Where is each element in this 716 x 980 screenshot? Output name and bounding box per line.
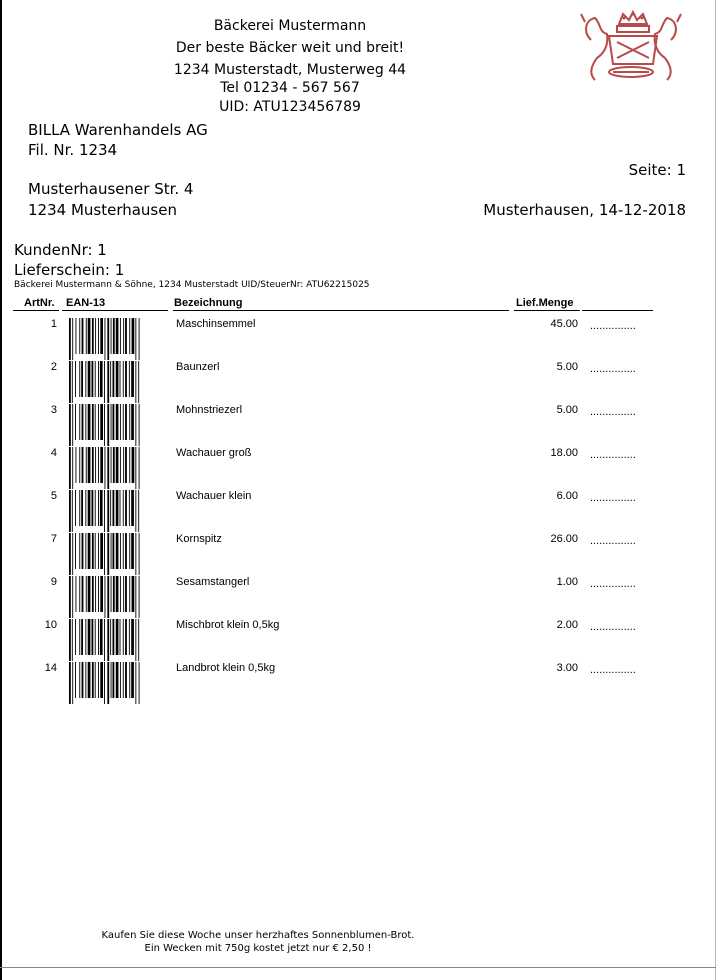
ean13-barcode-icon (66, 361, 159, 403)
row-signature-dots: ............... (590, 449, 636, 461)
row-menge: 3.00 (556, 662, 578, 674)
row-artnr: 3 (50, 404, 57, 416)
row-artnr: 1 (50, 318, 57, 330)
table-row (0, 533, 716, 576)
row-menge: 6.00 (556, 490, 578, 502)
ean13-barcode-icon (66, 533, 159, 575)
row-bezeichnung: Baunzerl (176, 361, 220, 373)
table-row (0, 447, 716, 490)
recipient-street: Musterhausener Str. 4 (28, 180, 194, 198)
row-signature-dots: ............... (590, 621, 636, 633)
row-bezeichnung: Maschinsemmel (176, 318, 256, 330)
place-date: Musterhausen, 14-12-2018 (483, 201, 686, 219)
row-signature-dots: ............... (590, 535, 636, 547)
row-menge: 45.00 (550, 318, 578, 330)
row-signature-dots: ............... (590, 664, 636, 676)
row-artnr: 4 (50, 447, 57, 459)
col-underline (173, 310, 509, 311)
delivery-note-number: Lieferschein: 1 (14, 261, 125, 279)
company-uid: UID: ATU123456789 (219, 99, 361, 115)
page-bottom-border (0, 967, 716, 968)
ean13-barcode-icon (66, 447, 159, 489)
row-signature-dots: ............... (590, 578, 636, 590)
col-underline (514, 310, 580, 311)
row-menge: 5.00 (556, 361, 578, 373)
company-name: Bäckerei Mustermann (213, 18, 367, 34)
table-row (0, 662, 716, 705)
customer-number: KundenNr: 1 (14, 241, 107, 259)
row-menge: 5.00 (556, 404, 578, 416)
recipient-name: BILLA Warenhandels AG (28, 121, 208, 139)
row-menge: 18.00 (550, 447, 578, 459)
table-row (0, 404, 716, 447)
row-bezeichnung: Wachauer klein (176, 490, 252, 502)
row-signature-dots: ............... (590, 492, 636, 504)
ean13-barcode-icon (66, 404, 159, 446)
ean13-barcode-icon (66, 318, 159, 360)
row-bezeichnung: Mischbrot klein 0,5kg (176, 619, 280, 631)
footer-line-2: Ein Wecken mit 750g kostet jetzt nur € 2,50 ! (144, 943, 372, 954)
col-menge: Lief.Menge (516, 297, 574, 309)
row-bezeichnung: Kornspitz (176, 533, 222, 545)
row-bezeichnung: Landbrot klein 0,5kg (176, 662, 276, 674)
row-menge: 1.00 (556, 576, 578, 588)
col-bezeichnung: Bezeichnung (174, 297, 243, 309)
row-menge: 26.00 (550, 533, 578, 545)
col-underline (62, 310, 168, 311)
recipient-city: 1234 Musterhausen (28, 201, 177, 219)
row-bezeichnung: Mohnstriezerl (176, 404, 243, 416)
row-signature-dots: ............... (590, 406, 636, 418)
row-menge: 2.00 (556, 619, 578, 631)
footer-line-1: Kaufen Sie diese Woche unser herzhaftes Sonnenblumen-Brot. (101, 930, 415, 941)
col-ean: EAN-13 (66, 297, 106, 309)
ean13-barcode-icon (66, 619, 159, 661)
firm-line: Bäckerei Mustermann & Söhne, 1234 Musterstadt UID/SteuerNr: ATU62215025 (14, 280, 370, 290)
company-phone: Tel 01234 - 567 567 (220, 80, 360, 96)
ean13-barcode-icon (66, 662, 159, 704)
table-row (0, 576, 716, 619)
col-underline (582, 310, 653, 311)
ean13-barcode-icon (66, 576, 159, 618)
bakery-crest-logo-icon (579, 10, 683, 84)
company-address: 1234 Musterstadt, Musterweg 44 (173, 62, 407, 78)
table-row (0, 318, 716, 361)
col-underline (13, 310, 59, 311)
row-artnr: 2 (50, 361, 57, 373)
recipient-branch: Fil. Nr. 1234 (28, 141, 118, 159)
row-bezeichnung: Wachauer groß (176, 447, 252, 459)
company-slogan: Der beste Bäcker weit und breit! (175, 40, 405, 56)
table-row (0, 490, 716, 533)
row-artnr: 5 (50, 490, 57, 502)
row-signature-dots: ............... (590, 320, 636, 332)
table-row (0, 619, 716, 662)
row-artnr: 9 (50, 576, 57, 588)
table-row (0, 361, 716, 404)
page-number: Seite: 1 (628, 161, 686, 179)
row-artnr: 7 (50, 533, 57, 545)
ean13-barcode-icon (66, 490, 159, 532)
row-signature-dots: ............... (590, 363, 636, 375)
row-artnr: 14 (44, 662, 57, 674)
row-artnr: 10 (44, 619, 57, 631)
col-artnr: ArtNr. (24, 297, 55, 309)
row-bezeichnung: Sesamstangerl (176, 576, 250, 588)
